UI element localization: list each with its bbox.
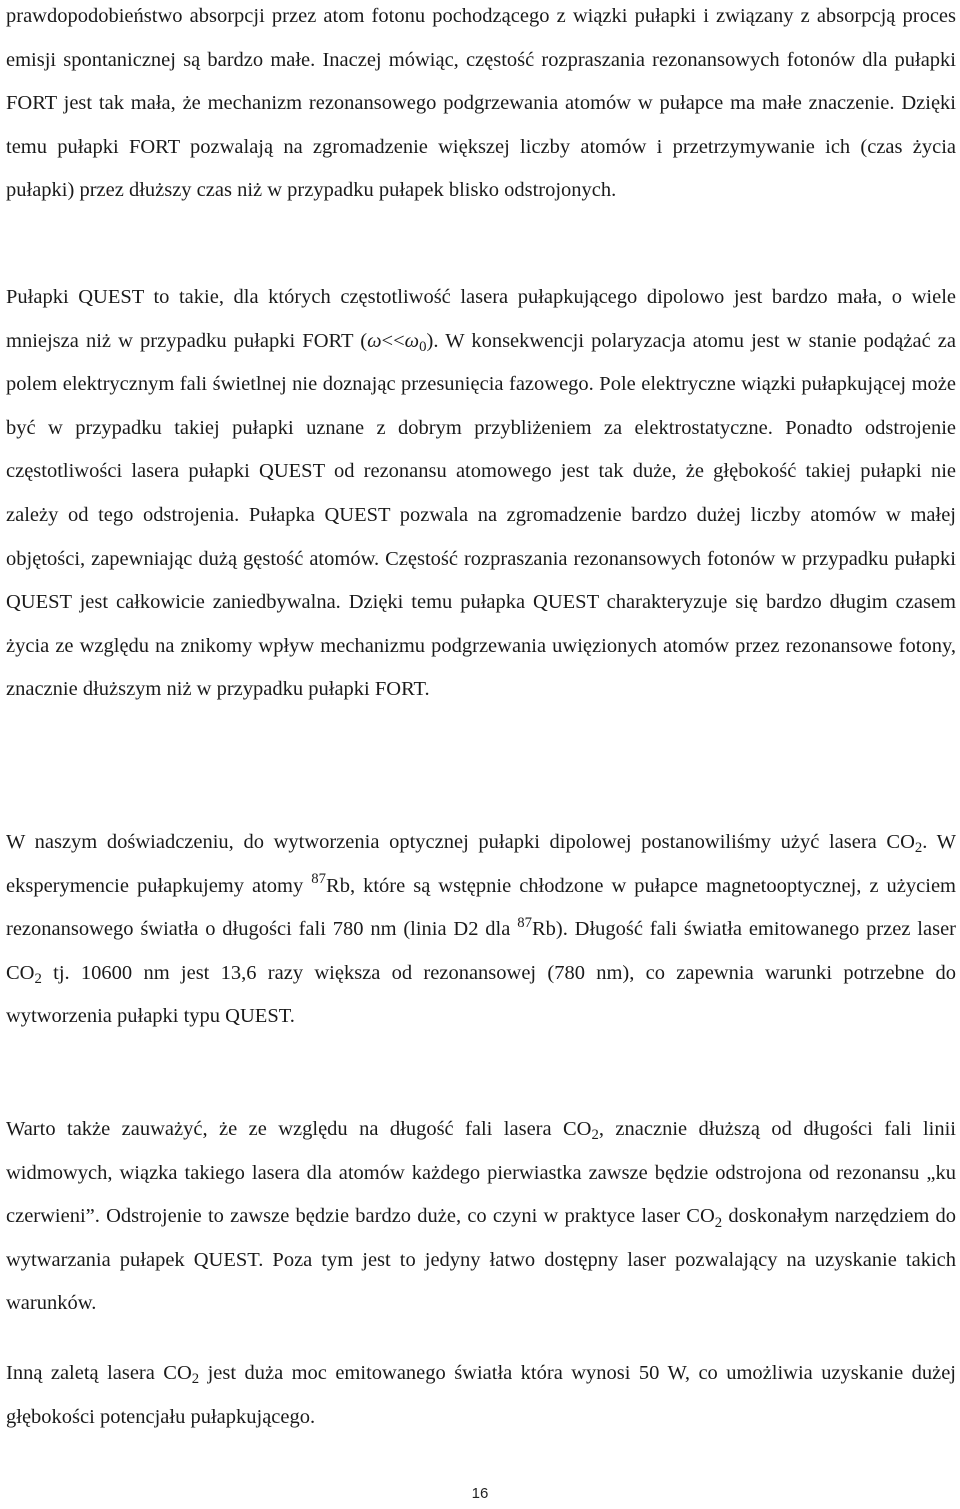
much-less-symbol: <<	[381, 329, 405, 352]
subscript-two: 2	[914, 840, 923, 857]
paragraph-text: W naszym doświadczeniu, do wytworzenia optycznej pułapki dipolowej postanowiliśmy użyć lasera CO	[6, 831, 915, 853]
subscript-two: 2	[34, 971, 42, 988]
paragraph-text: , znacznie dłuższą od długości fali linii widmowych, wiązka takiego lasera dla atomów każdego pierwiastka zawsze będzie odstrojona od rezonansu „ku czerwieni”. Odstrojenie to zawsze będzie bardzo duże, co czyni w praktyce laser CO	[6, 1118, 956, 1228]
page-number: 16	[471, 1485, 489, 1502]
subscript-two: 2	[191, 1371, 200, 1388]
isotope-superscript: 87	[311, 871, 327, 888]
paragraph-text: Rb, które są wstępnie chłodzone w pułapce magnetooptycznej, z użyciem rezonansowego światła o długości fali 780 nm (linia D2 dla	[6, 874, 956, 941]
subscript-zero: 0	[419, 339, 427, 356]
subscript-two: 2	[591, 1127, 599, 1144]
paragraph-text: tj. 10600 nm jest 13,6 razy większa od rezonansowej (780 nm), co zapewnia warunki potrzebne do wytworzenia pułapki typu QUEST.	[6, 961, 956, 1028]
paragraph-text: . W eksperymencie pułapkujemy atomy	[6, 831, 956, 897]
paragraph-text: prawdopodobieństwo absorpcji przez atom fotonu pochodzącego z wiązki pułapki i związany z absorpcją proces emisji spontanicznej są bardzo małe. Inaczej mówiąc, częstość rozpraszania rezonansowych fotonów dla pułapki FORT jest tak mała, że mechanizm rezonansowego podgrzewania atomów w pułapce ma małe znaczenie. Dzięki temu pułapki FORT pozwalają na zgromadzenie większej liczby atomów i przetrzymywanie ich (czas życia pułapki) przez dłuższy czas niż w przypadku pułapek blisko odstrojonych.	[6, 5, 956, 202]
paragraph-fort-summary	[6, 0, 956, 213]
paragraph-text: Pułapki QUEST to takie, dla których częstotliwość lasera pułapkującego dipolowo jest bardzo mała, o wiele mniejsza niż w przypadku pułapki FORT (	[6, 286, 956, 352]
paragraph-text: doskonałym narzędziem do wytwarzania pułapek QUEST. Poza tym jest to jedyny łatwo dostępny laser pozwalający na uzyskanie takich warunków.	[6, 1205, 956, 1315]
paragraph-text: Inną zaletą lasera CO	[6, 1362, 192, 1384]
paragraph-text: Warto także zauważyć, że ze względu na długość fali lasera CO	[6, 1118, 592, 1140]
omega-zero-symbol: ω	[404, 329, 420, 352]
paragraph-quest-traps	[6, 276, 956, 712]
paragraph-co2-experiment	[6, 821, 956, 1039]
subscript-two: 2	[714, 1214, 723, 1231]
paragraph-text: Rb). Długość fali światła emitowanego przez laser CO	[6, 918, 956, 984]
paragraph-text: ). W konsekwencji polaryzacja atomu jest w stanie podążać za polem elektrycznym fali świetlnej nie doznając przesunięcia fazowego. Pole elektryczne wiązki pułapkującej może być w przypadku takiej pułapki uznane z dobrym przybliżeniem za elektrostatyczne. Ponadto odstrojenie częstotliwości lasera pułapki QUEST od rezonansu atomowego jest tak duże, że głębokość takiej pułapki nie zależy od tego odstrojenia. Pułapka QUEST pozwala na zgromadzenie bardzo dużej liczby atomów w małej objętości, zapewniając dużą gęstość atomów. Częstość rozpraszania rezonansowych fotonów w przypadku pułapki QUEST jest całkowicie zaniedbywalna. Dzięki temu pułapka QUEST charakteryzuje się bardzo długim czasem życia ze względu na znikomy wpływ mechanizmu podgrzewania uwięzionych atomów przez rezonansowe fotony, znacznie dłuższym niż w przypadku pułapki FORT.	[6, 329, 956, 701]
omega-symbol: ω	[367, 329, 382, 352]
isotope-superscript: 87	[517, 915, 532, 932]
paragraph-red-detuning	[6, 1108, 956, 1326]
paragraph-laser-power	[6, 1352, 956, 1439]
paragraph-text: jest duża moc emitowanego światła która wynosi 50 W, co umożliwia uzyskanie dużej głębokości potencjału pułapkującego.	[6, 1362, 956, 1428]
